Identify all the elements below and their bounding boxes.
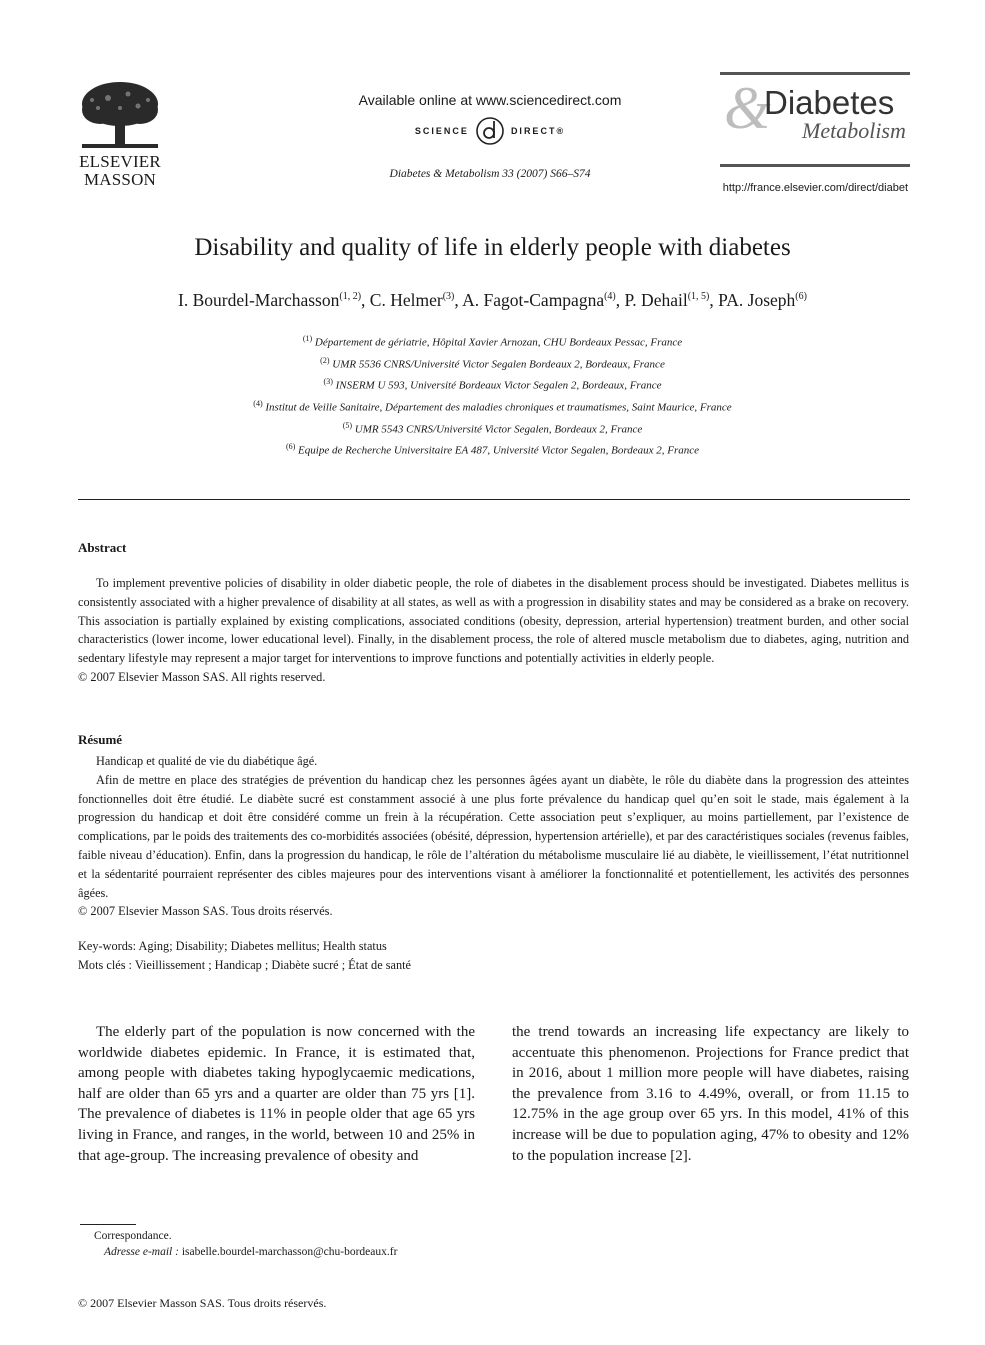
body-text-right: the trend towards an increasing life expectancy are likely to accentuate this phenomenon. Projections for France predict that in 2016, about 1 million more people will have diabetes, raising the prevalence from 3.16 to 4.49%, overall, or from 11.15 to 12.75% in the age group over 65 yrs. In this model, 41% of this increase will be due to population aging, 47% to obesity and 12% to the population increase [2]. [512,1024,909,1164]
available-online-text: Available online at www.sciencedirect.com [358,92,622,108]
affiliation-line [150,330,835,352]
author-separator: , [709,290,719,310]
affiliation-number: (5) [342,420,353,430]
abstract-block [78,574,909,687]
author-name: P. Dehail [624,290,688,310]
affiliation-line [150,438,835,460]
affiliation-line [150,395,835,417]
resume-block [78,752,909,921]
author-separator: , [454,290,463,310]
sd-left-text: SCIENCE [414,126,469,136]
keywords-fr: Mots clés : Vieillissement ; Handicap ; Diabète sucré ; État de santé [78,957,412,972]
resume-heading: Résumé [78,732,123,747]
elsevier-masson-logo [70,80,170,192]
affiliation-number: (6) [285,442,296,452]
author-separator: , [361,290,370,310]
affiliation-list [150,330,835,460]
affiliation-text: INSERM U 593, Université Bordeaux Victor Segalen 2, Bordeaux, France [335,379,662,392]
affiliation-number: (2) [320,355,330,365]
bottom-copyright: © 2007 Elsevier Masson SAS. Tous droits réservés. [78,1296,327,1310]
email-address[interactable]: isabelle.bourdel-marchasson@chu-bordeaux.fr [181,1246,398,1258]
body-column-left [78,1022,475,1166]
keywords-en: Key-words: Aging; Disability; Diabetes mellitus; Health status [78,939,387,953]
author-affiliation-ref: (4) [604,291,616,303]
journal-url[interactable]: http://france.elsevier.com/direct/diabet [722,182,908,194]
sciencedirect-logo [320,116,660,146]
affiliation-number: (3) [323,377,333,387]
affiliation-text: UMR 5536 CNRS/Université Victor Segalen Bordeaux 2, Bordeaux, France [332,358,665,371]
resume-body: Afin de mettre en place des stratégies de prévention du handicap chez les personnes âgées ayant un diabète, le rôle du diabète dans la progression des atteintes fonctionnelles doit être étudié. Le diabète sucré est constamment associé à une plus forte prévalence du handicap quel qu’en soit le stade, mais également à la progression du handicap et doit être considéré comme un frein à la récupération. Cette association peut s’expliquer, au moins partiellement, par l’existence de complications, par le poids des traitements des co-morbidités associées (obésité, dépression, hypertension artérielle), et par des caractéristiques sociales (revenus faibles, faible niveau d’éducation). Enfin, dans la progression du handicap, le rôle de l’altération du métabolisme musculaire lié au diabète, le vieillissement, l’état nutritionnel et la sédentarité pourraient représenter des cibles majeures pour des interventions visant à améliorer la fonctionnalité et potentiellement, les activités des personnes âgées. [78,772,909,900]
author-name: I. Bourdel-Marchasson [178,290,340,310]
author-name: PA. Joseph [718,290,796,310]
logo-ampersand: & [724,75,771,141]
email-label: Adresse e-mail : [104,1246,179,1258]
author-separator: , [615,290,625,310]
author-list [60,290,925,311]
elsevier-tree-icon [78,80,162,150]
journal-citation: Diabetes & Metabolism 33 (2007) S66–S74 [389,168,591,180]
author-name: A. Fagot-Campagna [462,290,605,310]
affiliation-text: Institut de Veille Sanitaire, Département des maladies chroniques et traumatismes, Saint Maurice, France [265,401,732,414]
article-title: Disability and quality of life in elderly people with diabetes [194,234,791,261]
affiliation-number: (4) [253,398,263,408]
resume-copyright: © 2007 Elsevier Masson SAS. Tous droits réservés. [78,904,333,919]
sciencedirect-d-icon [475,116,505,146]
publisher-name-line2: MASSON [83,170,157,189]
affiliation-text: Equipe de Recherche Universitaire EA 487, Université Victor Segalen, Bordeaux 2, France [298,444,700,457]
footnote-correspondence: Correspondance. [94,1230,172,1242]
abstract-body: To implement preventive policies of disability in older diabetic people, the role of diabetes in the disablement process should be investigated. Diabetes mellitus is consistently associated with a higher prevalence of disability at all states, as well as with a progression in disability states and may be considered as a brake on recovery. This association is partially explained by existing complications, associated conditions (obesity, depression, arterial hypertension) treatment burden, and other social characteristics (lower income, lower educational level). Finally, in the disablement process, the role of altered muscle metabolism due to diabetes, aging, nutrition and sedentary lifestyle may represent a major target for interventions to improve functions and potentially activities in elderly people. [78,576,909,666]
affiliation-text: UMR 5543 CNRS/Université Victor Segalen, Bordeaux 2, France [354,423,643,436]
sd-registered-mark: ® [556,126,566,136]
footnote-email-line [104,1246,397,1258]
author-name: C. Helmer [369,290,443,310]
body-text-left: The elderly part of the population is now concerned with the worldwide diabetes epidemic. In France, it is estimated that, among people with diabetes taking hypoglycaemic medications, half are older than 65 yrs and a quarter are older than 75 yrs [1]. The prevalence of diabetes is 11% in people older that age 65 yrs living in France, and ranges, in the world, between 10 and 25% in that age-group. The increasing prevalence of obesity and [78,1024,475,1164]
body-column-right [512,1022,909,1166]
keywords-block [78,937,909,975]
affiliation-line [150,352,835,374]
logo-metabolism-text: Metabolism [802,118,906,143]
section-divider [78,499,910,500]
affiliation-line [150,417,835,439]
sd-right-text: DIRECT [510,126,557,136]
affiliation-number: (1) [302,334,313,343]
publisher-name-line1: ELSEVIER [79,152,161,171]
author-affiliation-ref: (6) [795,291,807,303]
abstract-copyright: © 2007 Elsevier Masson SAS. All rights reserved. [78,669,326,684]
diabetes-metabolism-logo [718,72,914,168]
author-affiliation-ref: (3) [442,291,455,303]
affiliation-text: Département de gériatrie, Hôpital Xavier Arnozan, CHU Bordeaux Pessac, France [314,336,683,349]
center-header [320,92,660,180]
footnote-rule [80,1224,136,1225]
author-affiliation-ref: (1, 2) [339,291,362,303]
author-affiliation-ref: (1, 5) [687,291,710,303]
abstract-heading: Abstract [78,540,127,555]
logo-bottom-rule [720,164,910,167]
logo-diabetes-text: Diabetes [764,84,895,121]
affiliation-line [150,373,835,395]
resume-subtitle: Handicap et qualité de vie du diabétique âgé. [96,754,318,768]
